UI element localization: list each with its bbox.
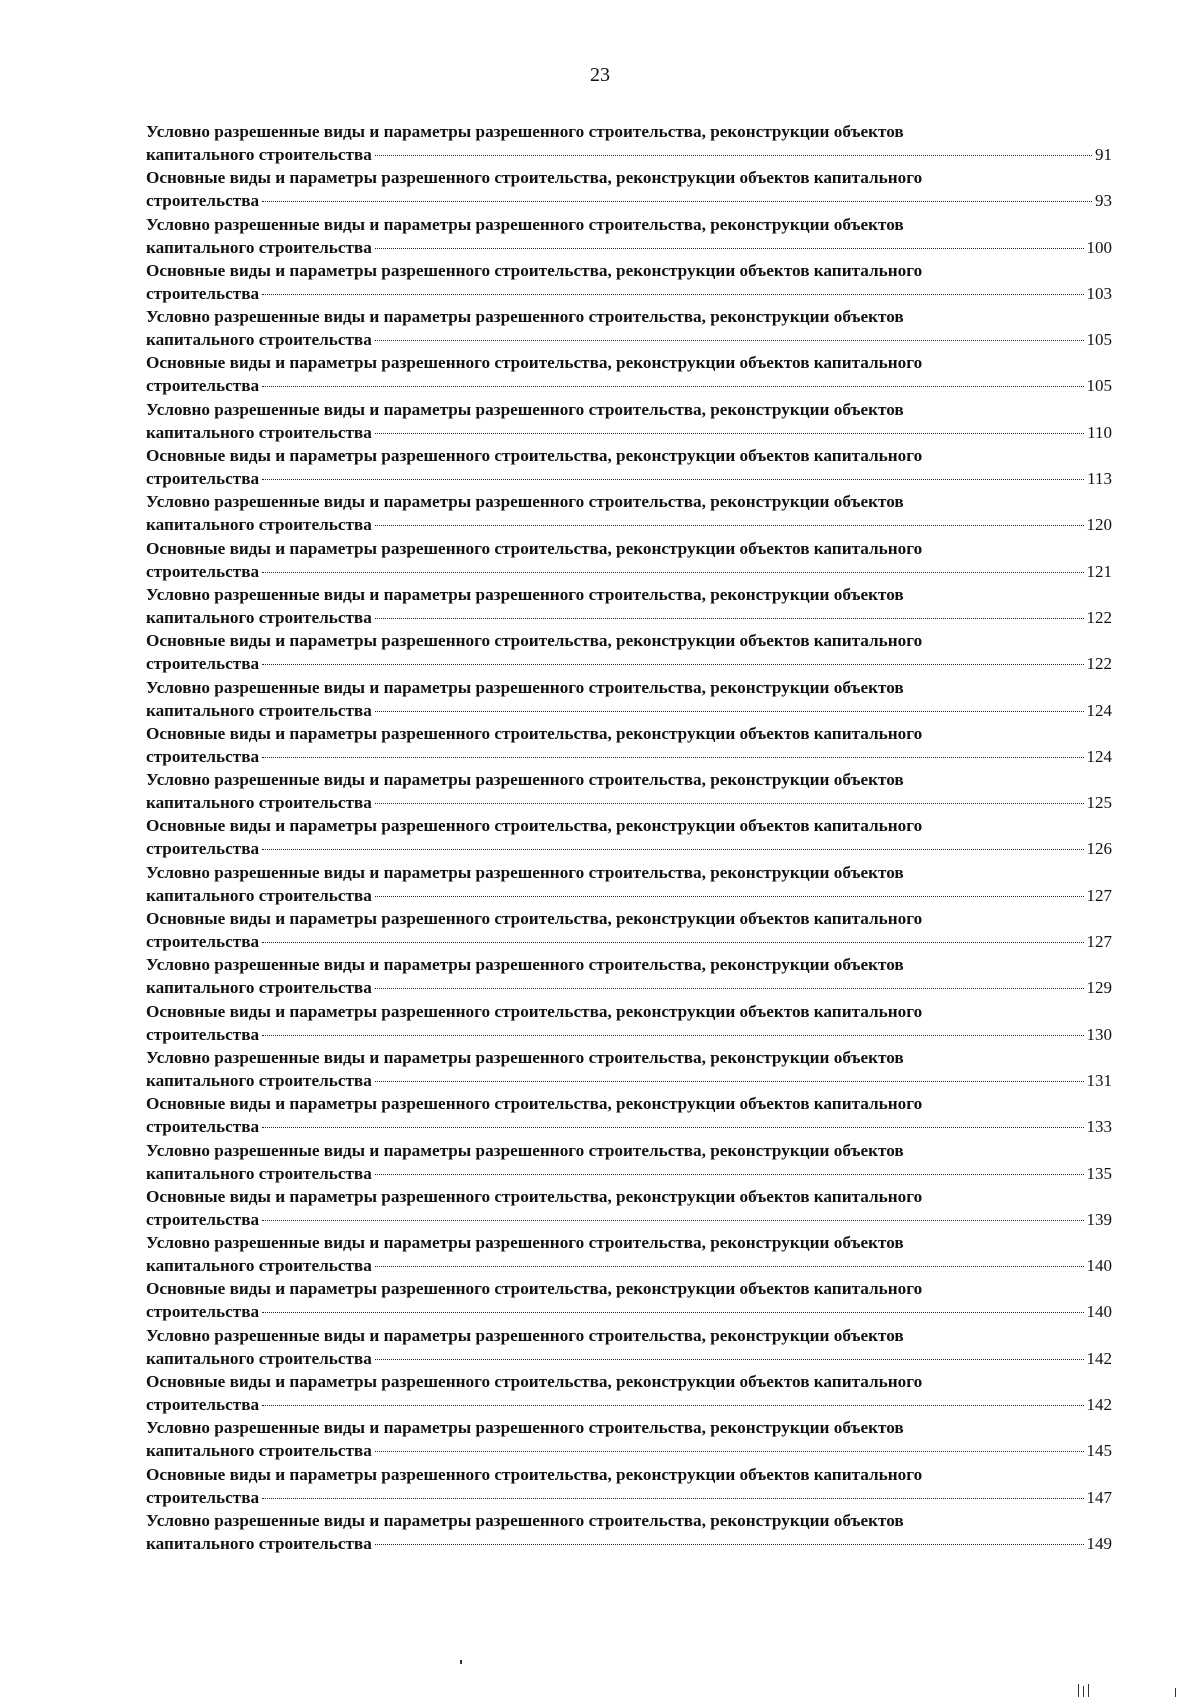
toc-page-number: 127: [1086, 932, 1112, 952]
scan-artifact: [460, 1660, 462, 1664]
toc-entry[interactable]: [146, 907, 1112, 953]
toc-entry-title-line2: капитального строительства: [146, 1163, 372, 1183]
scan-artifact: [1078, 1684, 1079, 1697]
toc-page-number: 139: [1086, 1209, 1112, 1229]
toc-entry[interactable]: [146, 861, 1112, 907]
toc-entry[interactable]: [146, 676, 1112, 722]
toc-entry-line2: [146, 1162, 1112, 1185]
toc-page-number: 122: [1086, 654, 1112, 674]
toc-page-number: 135: [1086, 1163, 1112, 1183]
toc-entry[interactable]: [146, 120, 1112, 166]
toc-dot-leader: [375, 248, 1084, 249]
toc-entry-title-line2: строительства: [146, 283, 260, 303]
toc-dot-leader: [375, 1544, 1084, 1545]
toc-dot-leader: [262, 1405, 1083, 1406]
toc-entry-title-line1: Условно разрешенные виды и параметры разрешенного строительства, реконструкции объектов: [146, 399, 904, 419]
toc-entry-line2: [146, 1023, 1112, 1046]
toc-entry-title-line1: Условно разрешенные виды и параметры разрешенного строительства, реконструкции объектов: [146, 1325, 904, 1345]
toc-entry-title-line1: Основные виды и параметры разрешенного строительства, реконструкции объектов капитального: [146, 1094, 923, 1114]
toc-entry-title-line2: строительства: [146, 376, 260, 396]
toc-entry-title-line1: Основные виды и параметры разрешенного строительства, реконструкции объектов капитального: [146, 909, 923, 929]
toc-entry-title-line1: Основные виды и параметры разрешенного строительства, реконструкции объектов капитального: [146, 816, 923, 836]
toc-page-number: 140: [1086, 1302, 1112, 1322]
toc-dot-leader: [262, 664, 1083, 665]
toc-entry[interactable]: [146, 814, 1112, 860]
toc-entry-line2: [146, 1439, 1112, 1462]
toc-dot-leader: [375, 711, 1084, 712]
toc-page-number: 142: [1086, 1395, 1112, 1415]
toc-entry-line2: [146, 1208, 1112, 1231]
toc-dot-leader: [262, 1312, 1083, 1313]
toc-entry[interactable]: [146, 444, 1112, 490]
toc-page-number: 130: [1086, 1024, 1112, 1044]
toc-page-number: 145: [1086, 1441, 1112, 1461]
toc-entry-title-line1: Основные виды и параметры разрешенного строительства, реконструкции объектов капитального: [146, 631, 923, 651]
toc-dot-leader: [262, 294, 1083, 295]
toc-entry-line2: [146, 421, 1112, 444]
toc-entry-line2: [146, 1532, 1112, 1555]
toc-entry-title-line1: Условно разрешенные виды и параметры разрешенного строительства, реконструкции объектов: [146, 1418, 904, 1438]
toc-entry-line2: [146, 699, 1112, 722]
toc-entry-title-line1: Основные виды и параметры разрешенного строительства, реконструкции объектов капитального: [146, 1001, 923, 1021]
toc-entry[interactable]: [146, 1324, 1112, 1370]
toc-entry-line2: [146, 884, 1112, 907]
toc-page-number: 142: [1086, 1348, 1112, 1368]
toc-dot-leader: [262, 201, 1092, 202]
toc-entry-title-line2: строительства: [146, 469, 260, 489]
toc-entry-title-line1: Условно разрешенные виды и параметры разрешенного строительства, реконструкции объектов: [146, 1047, 904, 1067]
toc-entry[interactable]: [146, 1139, 1112, 1185]
toc-page-number: 113: [1087, 469, 1112, 489]
toc-dot-leader: [375, 340, 1084, 341]
toc-dot-leader: [375, 1266, 1084, 1267]
toc-entry-title-line2: строительства: [146, 839, 260, 859]
toc-entry-line2: [146, 328, 1112, 351]
toc-dot-leader: [375, 525, 1084, 526]
toc-page-number: 149: [1086, 1533, 1112, 1553]
toc-dot-leader: [262, 386, 1083, 387]
toc-entry-title-line1: Условно разрешенные виды и параметры разрешенного строительства, реконструкции объектов: [146, 584, 904, 604]
toc-dot-leader: [375, 1174, 1084, 1175]
toc-entry[interactable]: [146, 953, 1112, 999]
toc-page-number: 127: [1086, 885, 1112, 905]
toc-entry-title-line1: Условно разрешенные виды и параметры разрешенного строительства, реконструкции объектов: [146, 1510, 904, 1530]
toc-dot-leader: [262, 1498, 1083, 1499]
toc-entry[interactable]: [146, 398, 1112, 444]
toc-entry-title-line1: Условно разрешенные виды и параметры разрешенного строительства, реконструкции объектов: [146, 122, 904, 141]
toc-page-number: 105: [1086, 330, 1112, 350]
toc-entry[interactable]: [146, 629, 1112, 675]
toc-entry-line2: [146, 930, 1112, 953]
toc-page-number: 91: [1095, 145, 1112, 164]
toc-entry-title-line1: Основные виды и параметры разрешенного строительства, реконструкции объектов капитального: [146, 538, 923, 558]
toc-entry[interactable]: [146, 166, 1112, 212]
toc-entry-title-line2: строительства: [146, 654, 260, 674]
toc-entry-line2: [146, 560, 1112, 583]
toc-entry-title-line2: капитального строительства: [146, 1533, 372, 1553]
scan-artifact: [1088, 1684, 1089, 1697]
toc-entry-title-line1: Условно разрешенные виды и параметры разрешенного строительства, реконструкции объектов: [146, 214, 904, 234]
toc-page-number: 105: [1086, 376, 1112, 396]
toc-dot-leader: [375, 155, 1092, 156]
toc-dot-leader: [262, 479, 1084, 480]
toc-entry-line2: [146, 467, 1112, 490]
toc-entry[interactable]: [146, 1092, 1112, 1138]
toc-dot-leader: [262, 849, 1083, 850]
toc-entry-title-line2: капитального строительства: [146, 700, 372, 720]
toc-entry[interactable]: [146, 1509, 1112, 1555]
toc-page-number: 147: [1086, 1487, 1112, 1507]
toc-entry-title-line2: строительства: [146, 1302, 260, 1322]
toc-entry[interactable]: [146, 1185, 1112, 1231]
toc-entry-line2: [146, 282, 1112, 305]
toc-entry-title-line2: капитального строительства: [146, 1348, 372, 1368]
toc-entry-title-line2: капитального строительства: [146, 422, 372, 442]
toc-entry-title-line2: капитального строительства: [146, 1441, 372, 1461]
toc-entry-line2: [146, 976, 1112, 999]
toc-page-number: 140: [1086, 1256, 1112, 1276]
toc-page-number: 124: [1086, 746, 1112, 766]
toc-entry-title-line2: капитального строительства: [146, 1256, 372, 1276]
toc-entry[interactable]: [146, 1416, 1112, 1462]
toc-entry-title-line2: строительства: [146, 932, 260, 952]
toc-entry-title-line2: строительства: [146, 191, 260, 211]
toc-entry-line2: [146, 1393, 1112, 1416]
toc-entry-line2: [146, 652, 1112, 675]
toc-page-number: 126: [1086, 839, 1112, 859]
toc-entry-title-line1: Основные виды и параметры разрешенного строительства, реконструкции объектов капитального: [146, 1464, 923, 1484]
toc-dot-leader: [375, 896, 1084, 897]
toc-entry[interactable]: [146, 1231, 1112, 1277]
toc-page-number: 110: [1087, 422, 1112, 442]
toc-entry-title-line2: капитального строительства: [146, 515, 372, 535]
toc-entry-title-line2: строительства: [146, 1117, 260, 1137]
toc-entry-title-line1: Условно разрешенные виды и параметры разрешенного строительства, реконструкции объектов: [146, 955, 904, 975]
toc-entry-line2: [146, 1254, 1112, 1277]
toc-page-number: 131: [1086, 1070, 1112, 1090]
toc-entry-line2: [146, 189, 1112, 212]
toc-entry-line2: [146, 374, 1112, 397]
toc-dot-leader: [262, 1220, 1083, 1221]
toc-entry-title-line2: капитального строительства: [146, 330, 372, 350]
toc-entry-title-line2: капитального строительства: [146, 885, 372, 905]
toc-entry-title-line2: капитального строительства: [146, 793, 372, 813]
toc-entry-title-line2: строительства: [146, 1487, 260, 1507]
toc-entry-line2: [146, 1486, 1112, 1509]
page-number: 23: [590, 64, 610, 86]
toc-page-number: 121: [1086, 561, 1112, 581]
toc-entry[interactable]: [146, 213, 1112, 259]
toc-dot-leader: [375, 433, 1084, 434]
toc-entry-title-line2: капитального строительства: [146, 145, 372, 164]
toc-entry-title-line2: строительства: [146, 561, 260, 581]
toc-entry[interactable]: [146, 259, 1112, 305]
scan-artifact: [1083, 1686, 1084, 1697]
scan-artifact: [1175, 1688, 1176, 1697]
toc-dot-leader: [375, 618, 1084, 619]
toc-entry-title-line1: Условно разрешенные виды и параметры разрешенного строительства, реконструкции объектов: [146, 492, 904, 512]
toc-entry-title-line1: Условно разрешенные виды и параметры разрешенного строительства, реконструкции объектов: [146, 1233, 904, 1253]
toc-dot-leader: [375, 1451, 1084, 1452]
toc-dot-leader: [262, 942, 1083, 943]
toc-dot-leader: [375, 1359, 1084, 1360]
toc-entry-line2: [146, 791, 1112, 814]
toc-entry-title-line2: строительства: [146, 1209, 260, 1229]
toc-page-number: 133: [1086, 1117, 1112, 1137]
toc-entry[interactable]: [146, 537, 1112, 583]
toc-entry[interactable]: [146, 583, 1112, 629]
toc-entry-title-line1: Основные виды и параметры разрешенного строительства, реконструкции объектов капитального: [146, 1372, 923, 1392]
toc-entry[interactable]: [146, 768, 1112, 814]
toc-page-number: 100: [1086, 237, 1112, 257]
toc-entry-title-line2: строительства: [146, 746, 260, 766]
toc-entry-title-line2: капитального строительства: [146, 237, 372, 257]
toc-entry-title-line1: Основные виды и параметры разрешенного строительства, реконструкции объектов капитального: [146, 168, 923, 188]
toc-page-number: 122: [1086, 607, 1112, 627]
toc-page-number: 120: [1086, 515, 1112, 535]
toc-entry[interactable]: [146, 1463, 1112, 1509]
toc-entry[interactable]: [146, 1370, 1112, 1416]
toc-page-number: 124: [1086, 700, 1112, 720]
toc-entry-title-line1: Основные виды и параметры разрешенного строительства, реконструкции объектов капитального: [146, 723, 923, 743]
toc-entry-line2: [146, 606, 1112, 629]
toc-entry-title-line1: Условно разрешенные виды и параметры разрешенного строительства, реконструкции объектов: [146, 1140, 904, 1160]
toc-entry-title-line1: Основные виды и параметры разрешенного строительства, реконструкции объектов капитального: [146, 1186, 923, 1206]
toc-entry-line2: [146, 143, 1112, 166]
toc-entry-title-line1: Условно разрешенные виды и параметры разрешенного строительства, реконструкции объектов: [146, 862, 904, 882]
toc-page-number: 103: [1086, 283, 1112, 303]
toc-entry-title-line2: капитального строительства: [146, 978, 372, 998]
toc-entry-line2: [146, 837, 1112, 860]
toc-entry-title-line2: капитального строительства: [146, 1070, 372, 1090]
toc-entry-line2: [146, 236, 1112, 259]
toc-entry-line2: [146, 745, 1112, 768]
toc-entry-title-line1: Условно разрешенные виды и параметры разрешенного строительства, реконструкции объектов: [146, 307, 904, 327]
toc-entry-line2: [146, 1115, 1112, 1138]
toc-entry-line2: [146, 513, 1112, 536]
toc-entry-title-line1: Условно разрешенные виды и параметры разрешенного строительства, реконструкции объектов: [146, 770, 904, 790]
toc-entry[interactable]: [146, 305, 1112, 351]
toc-dot-leader: [375, 988, 1084, 989]
toc-dot-leader: [262, 572, 1083, 573]
toc-dot-leader: [262, 1035, 1083, 1036]
toc-page-number: 93: [1095, 191, 1112, 211]
toc-entry-title-line1: Основные виды и параметры разрешенного строительства, реконструкции объектов капитального: [146, 260, 923, 280]
toc-entry-title-line1: Основные виды и параметры разрешенного строительства, реконструкции объектов капитального: [146, 446, 923, 466]
toc-entry-title-line2: строительства: [146, 1395, 260, 1415]
toc-entry-title-line1: Основные виды и параметры разрешенного строительства, реконструкции объектов капитального: [146, 1279, 923, 1299]
toc-dot-leader: [375, 1081, 1084, 1082]
toc-dot-leader: [375, 803, 1084, 804]
toc-entry-title-line1: Условно разрешенные виды и параметры разрешенного строительства, реконструкции объектов: [146, 677, 904, 697]
toc-page-number: 129: [1086, 978, 1112, 998]
toc-dot-leader: [262, 1127, 1083, 1128]
toc-entry[interactable]: [146, 722, 1112, 768]
toc-entry-title-line2: капитального строительства: [146, 607, 372, 627]
toc-entry-line2: [146, 1069, 1112, 1092]
toc-entry[interactable]: [146, 1000, 1112, 1046]
toc-entry-title-line1: Основные виды и параметры разрешенного строительства, реконструкции объектов капитального: [146, 353, 923, 373]
toc-dot-leader: [262, 757, 1083, 758]
toc-entry-line2: [146, 1347, 1112, 1370]
toc-entry[interactable]: [146, 1277, 1112, 1323]
toc-entry[interactable]: [146, 351, 1112, 397]
toc-entry-line2: [146, 1300, 1112, 1323]
toc-entry-title-line2: строительства: [146, 1024, 260, 1044]
table-of-contents: [146, 120, 1112, 1555]
toc-entry[interactable]: [146, 490, 1112, 536]
toc-page-number: 125: [1086, 793, 1112, 813]
toc-entry[interactable]: [146, 1046, 1112, 1092]
